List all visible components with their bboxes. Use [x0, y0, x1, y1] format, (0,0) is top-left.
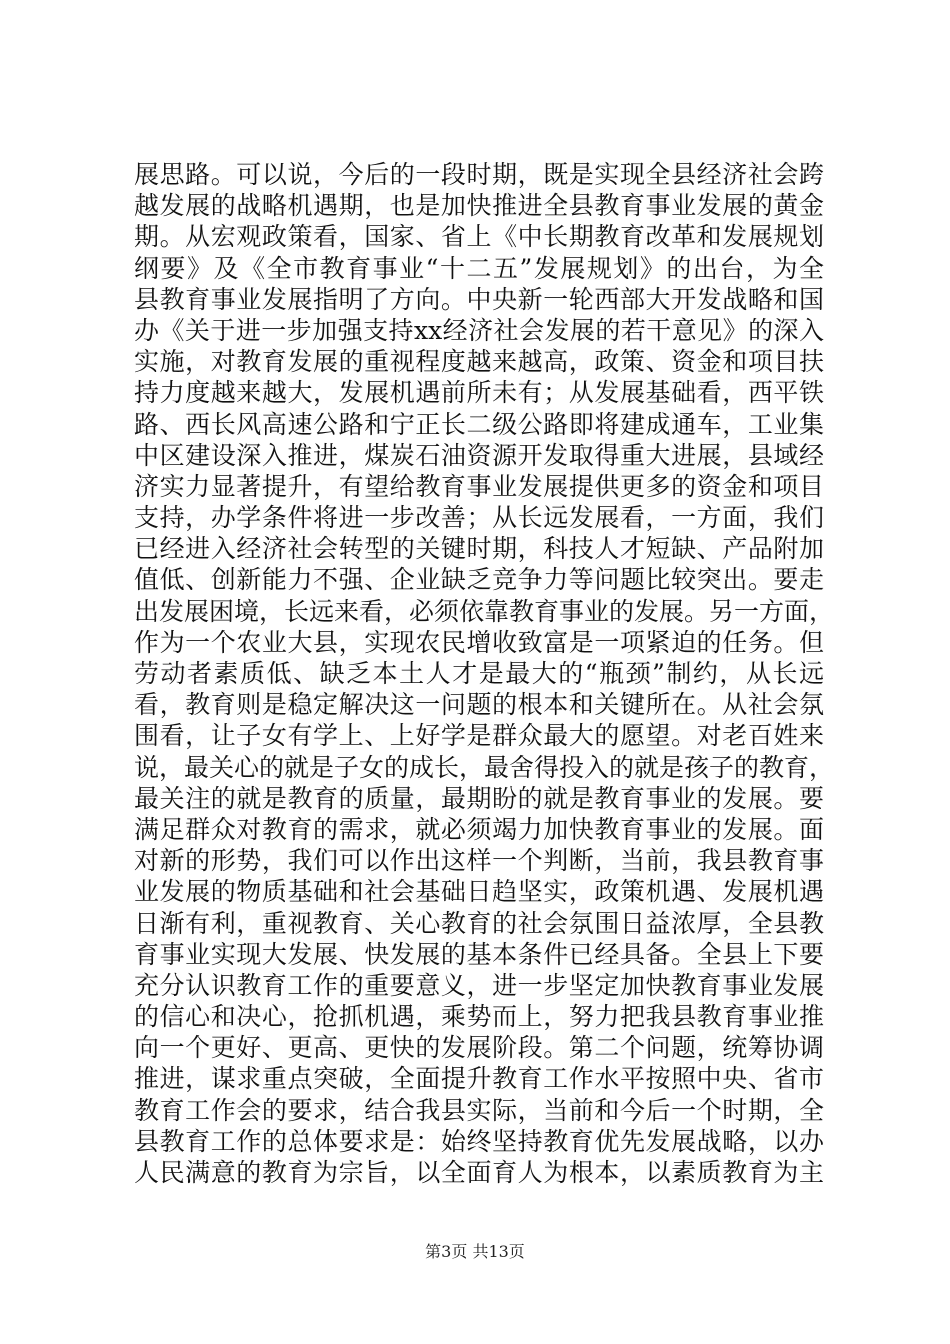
text-line: 劳动者素质低、缺乏本土人才是最大的“瓶颈”制约，从长远	[134, 659, 824, 688]
text-line: 已经进入经济社会转型的关键时期，科技人才短缺、产品附加	[134, 534, 824, 564]
text-line: 对新的形势，我们可以作出这样一个判断，当前，我县教育事	[134, 846, 824, 876]
text-line: 办《关于进一步加强支持xx经济社会发展的若干意见》的深入	[134, 315, 824, 345]
text-line: 充分认识教育工作的重要意义，进一步坚定加快教育事业发展	[134, 970, 824, 1000]
text-line: 越发展的战略机遇期，也是加快推进全县教育事业发展的黄金	[134, 191, 824, 221]
text-line: 纲要》及《全市教育事业“十二五”发展规划》的出台，为全	[134, 253, 824, 283]
text-line: 路、西长风高速公路和宁正长二级公路即将建成通车，工业集	[134, 409, 824, 439]
text-line: 中区建设深入推进，煤炭石油资源开发取得重大进展，县域经	[134, 440, 824, 470]
text-line: 看，教育则是稳定解决这一问题的根本和关键所在。从社会氛	[134, 690, 824, 720]
text-line: 围看，让子女有学上、上好学是群众最大的愿望。对老百姓来	[134, 721, 824, 751]
body-text	[134, 159, 835, 1188]
text-line: 展思路。可以说，今后的一段时期，既是实现全县经济社会跨	[134, 160, 824, 189]
text-line: 说，最关心的就是子女的成长，最舍得投入的就是孩子的教育，	[134, 752, 835, 782]
text-line: 县教育事业发展指明了方向。中央新一轮西部大开发战略和国	[134, 284, 824, 314]
page-footer: 第3页 共13页	[425, 1242, 525, 1261]
text-line: 支持，办学条件将进一步改善；从长远发展看，一方面，我们	[134, 503, 824, 533]
text-line: 人民满意的教育为宗旨，以全面育人为根本，以素质教育为主	[134, 1158, 824, 1187]
text-line: 教育工作会的要求，结合我县实际，当前和今后一个时期，全	[134, 1095, 824, 1125]
text-line: 满足群众对教育的需求，就必须竭力加快教育事业的发展。面	[134, 814, 824, 844]
text-line: 最关注的就是教育的质量，最期盼的就是教育事业的发展。要	[134, 783, 824, 813]
text-line: 育事业实现大发展、快发展的基本条件已经具备。全县上下要	[134, 939, 824, 969]
text-line: 济实力显著提升，有望给教育事业发展提供更多的资金和项目	[134, 471, 824, 501]
text-line: 县教育工作的总体要求是：始终坚持教育优先发展战略，以办	[134, 1126, 824, 1156]
text-line: 向一个更好、更高、更快的发展阶段。第二个问题，统筹协调	[134, 1033, 824, 1063]
text-line: 推进，谋求重点突破，全面提升教育工作水平按照中央、省市	[134, 1064, 824, 1094]
text-line: 实施，对教育发展的重视程度越来越高，政策、资金和项目扶	[134, 347, 824, 377]
text-line: 业发展的物质基础和社会基础日趋坚实，政策机遇、发展机遇	[134, 877, 824, 907]
text-line: 期。从宏观政策看，国家、省上《中长期教育改革和发展规划	[134, 222, 824, 252]
text-line: 作为一个农业大县，实现农民增收致富是一项紧迫的任务。但	[134, 627, 824, 657]
text-line: 值低、创新能力不强、企业缺乏竞争力等问题比较突出。要走	[134, 565, 824, 595]
text-line: 持力度越来越大，发展机遇前所未有；从发展基础看，西平铁	[134, 378, 824, 408]
text-line: 的信心和决心，抢抓机遇，乘势而上，努力把我县教育事业推	[134, 1002, 824, 1032]
text-line: 出发展困境，长远来看，必须依靠教育事业的发展。另一方面，	[134, 596, 835, 626]
text-line: 日渐有利，重视教育、关心教育的社会氛围日益浓厚，全县教	[134, 908, 824, 938]
